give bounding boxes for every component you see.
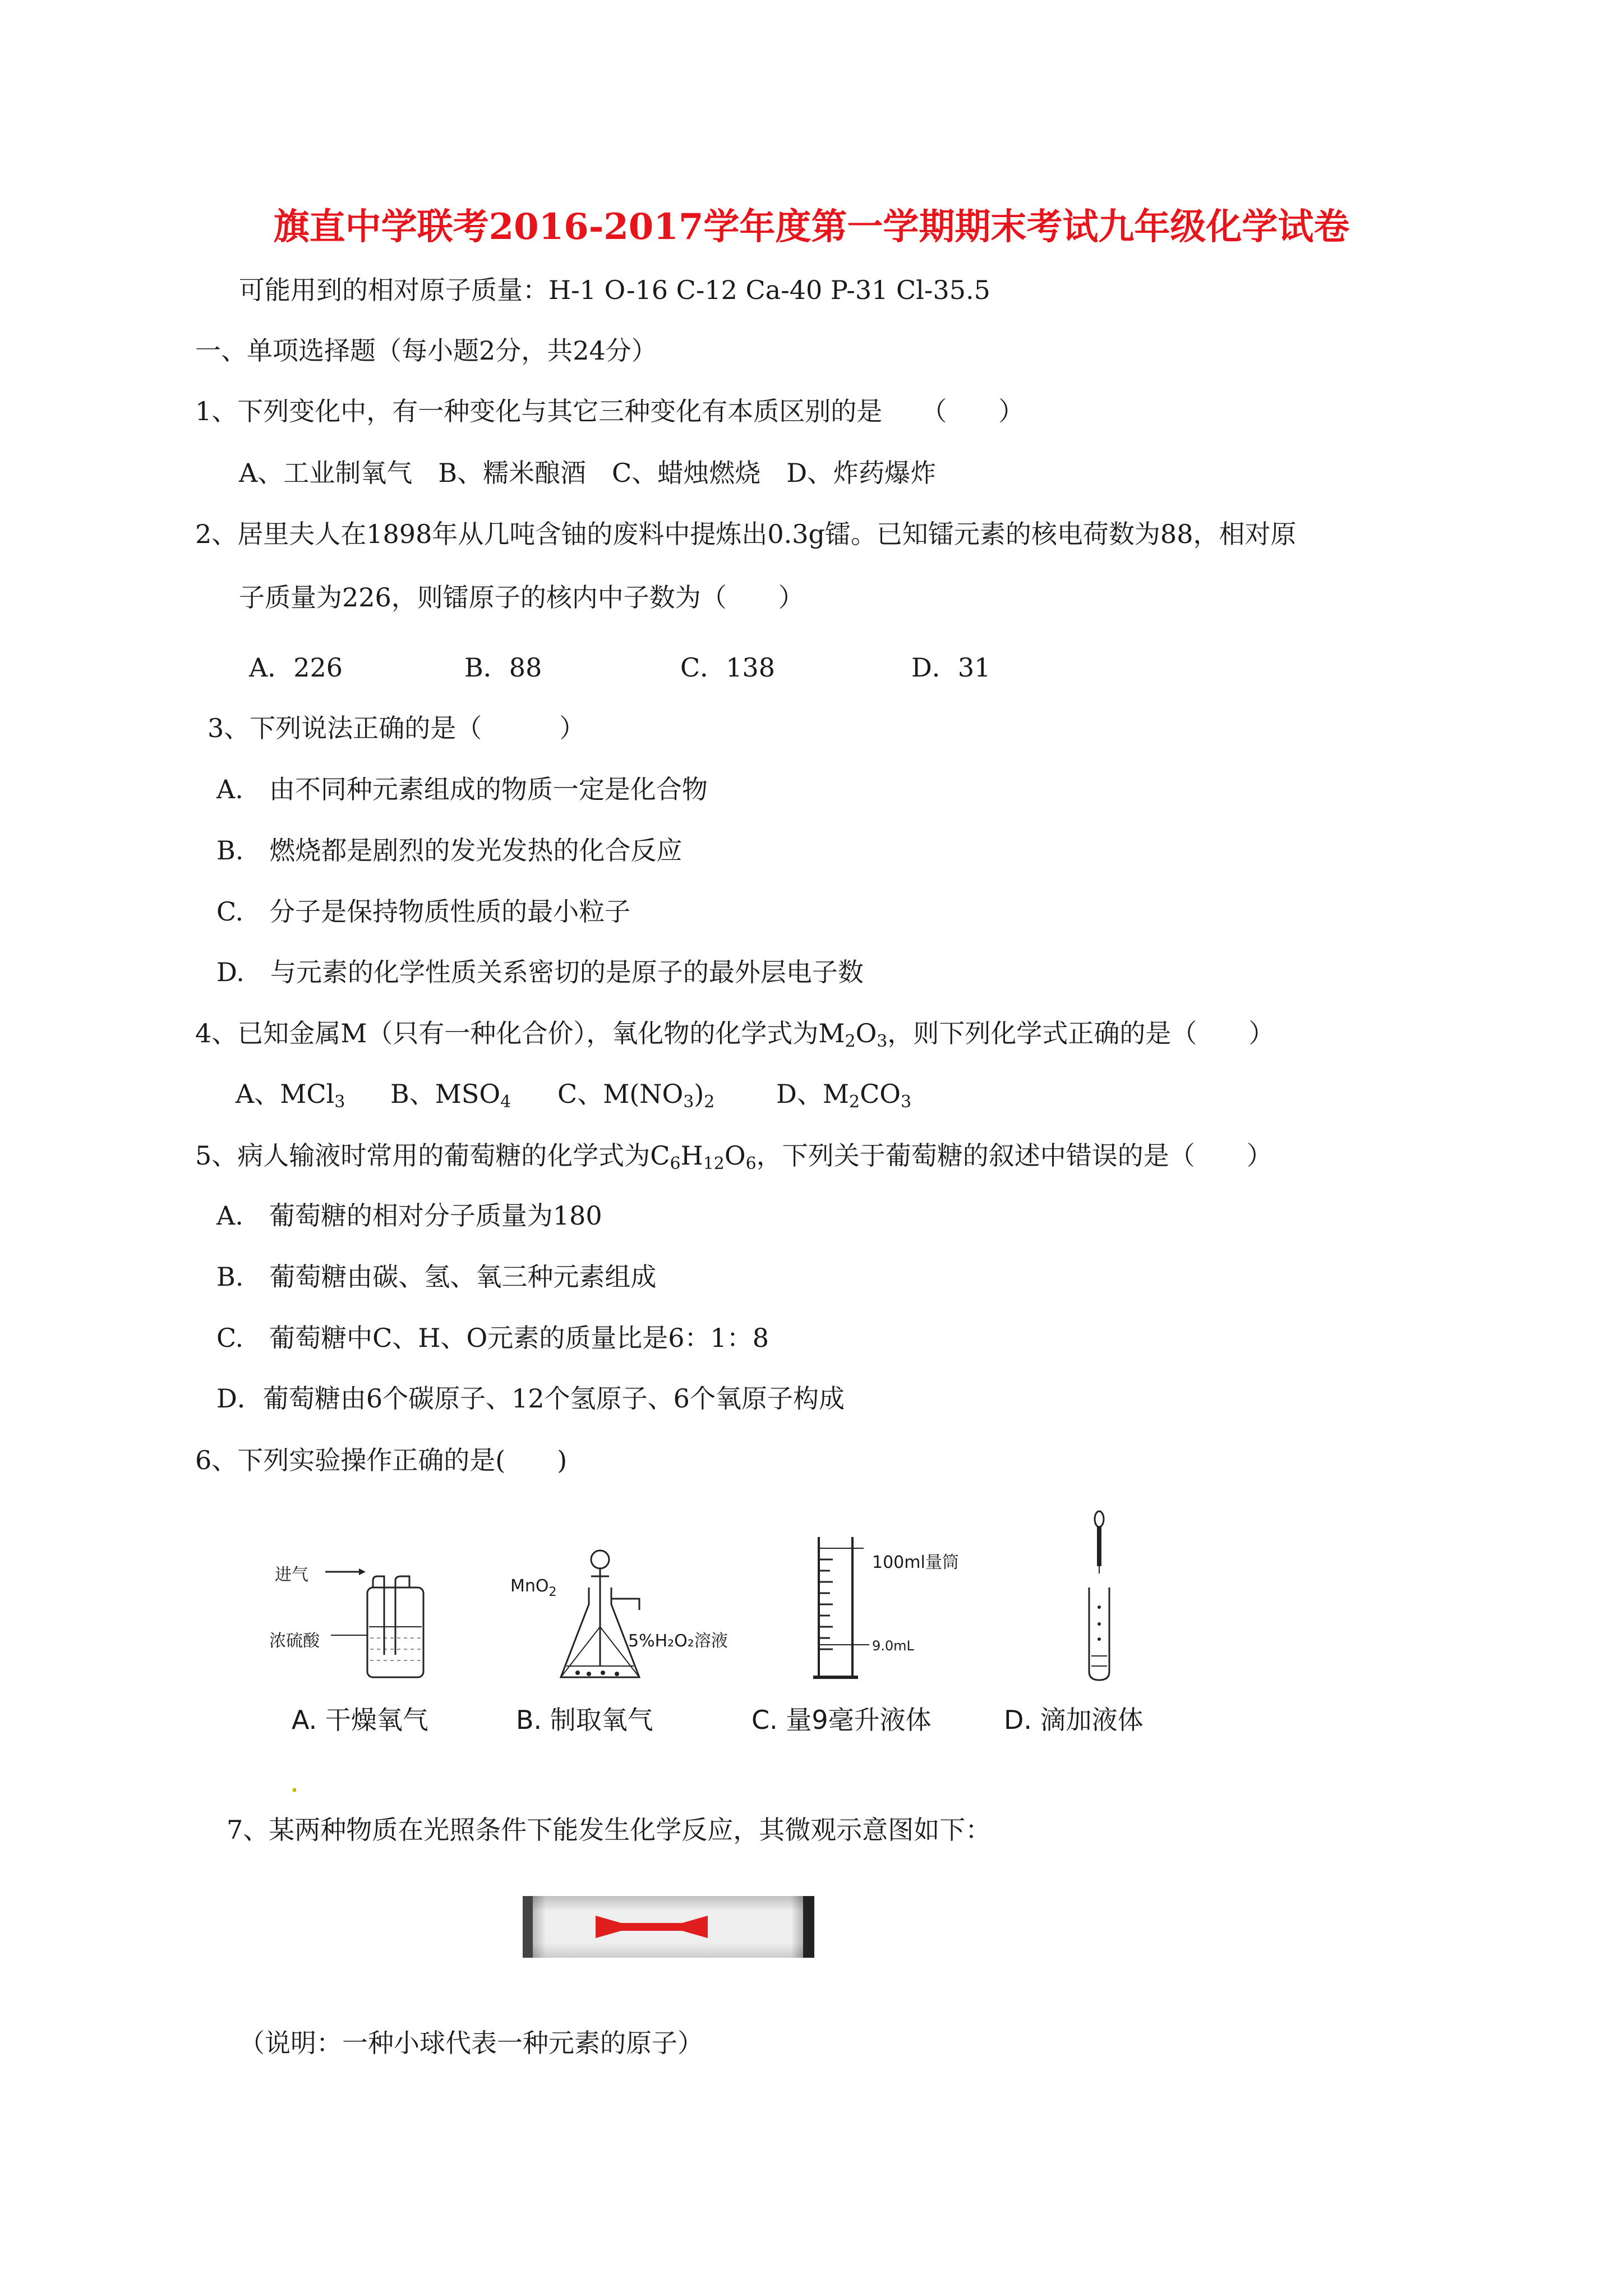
q2-option-a: A．226 [249,652,343,683]
q4-subscript: 3 [901,1092,912,1112]
q5-subscript: 6 [745,1154,757,1174]
figure-measuring-liquid [785,1526,1009,1694]
figure-b-subscript: 2 [548,1585,557,1599]
q5-option-a: A. 葡萄糖的相对分子质量为180 [216,1200,602,1231]
q3-stem: 3、下列说法正确的是（ ） [208,713,585,743]
q4-option-c [557,1077,714,1119]
section-heading: 一、单项选择题（每小题2分，共24分） [195,335,657,366]
q5-subscript: 12 [703,1154,725,1174]
q2-stem-line2: 子质量为226，则镭原子的核内中子数为（ ） [239,582,804,613]
atomic-masses: 可能用到的相对原子质量：H-1 O-16 C-12 Ca-40 P-31 Cl-35.5 [239,275,990,305]
q5-option-d: D．葡萄糖由6个碳原子、12个氢原子、6个氧原子构成 [216,1383,845,1414]
reaction-diagram-icon [523,1896,814,1958]
q6-stem: 6、下列实验操作正确的是( ) [195,1445,568,1475]
q4-option-b [390,1077,511,1119]
q4-subscript: 3 [877,1032,888,1051]
q7-note: （说明：一种小球代表一种元素的原子） [239,2028,703,2058]
stray-dot [293,1788,296,1792]
figure-drying-oxygen [269,1554,437,1700]
q4-option-b-text: B、MSO [390,1079,501,1109]
q4-subscript: 2 [849,1092,860,1112]
figure-a-label-inlet: 进气 [275,1565,308,1585]
q4-stem-text: O [855,1018,877,1048]
figure-b-catalyst-text: MnO [510,1576,549,1596]
figure-a-label-acid: 浓硫酸 [269,1631,320,1651]
q4-subscript: 2 [704,1092,715,1112]
figure-c-caption: C. 量9毫升液体 [751,1705,932,1735]
q4-stem-text: 4、已知金属M（只有一种化合价），氧化物的化学式为M [195,1018,845,1048]
q4-option-c-text: C、M(NO [557,1079,684,1109]
q2-option-b: B．88 [464,652,542,683]
q4-subscript: 4 [500,1092,511,1112]
q2-stem-line1: 2、居里夫人在1898年从几吨含铀的废料中提炼出0.3g镭。已知镭元素的核电荷数为88，相对原 [195,519,1297,549]
reaction-diagram-image [523,1896,814,1958]
exam-title: 旗直中学联考2016-2017学年度第一学期期末考试九年级化学试卷 [273,206,1350,248]
q5-subscript: 6 [670,1154,681,1174]
q5-option-b: B. 葡萄糖由碳、氢、氧三种元素组成 [216,1262,657,1292]
figure-d-caption: D. 滴加液体 [1004,1705,1144,1735]
graduated-cylinder-icon [785,1526,1009,1694]
q4-stem [195,1016,1274,1059]
q4-option-a-text: A、MCl [236,1079,335,1109]
q4-option-a [236,1077,345,1119]
figure-b-label-solution: 5%H₂O₂溶液 [628,1631,728,1651]
figure-c-label-cylinder: 100ml量筒 [872,1553,959,1572]
flask-funnel-icon [510,1543,768,1700]
q3-option-d: D. 与元素的化学性质关系密切的是原子的最外层电子数 [216,957,864,987]
q1-options: A、工业制氧气 B、糯米酿酒 C、蜡烛燃烧 D、炸药爆炸 [239,458,937,488]
q5-stem-text: 5、病人输液时常用的葡萄糖的化学式为C [195,1140,670,1171]
figure-a-caption: A. 干燥氧气 [292,1705,428,1735]
q5-stem-text: H [680,1140,703,1171]
q4-option-c-text: ) [694,1079,704,1109]
q4-option-d-text: D、M [776,1079,849,1109]
q4-subscript: 3 [683,1092,694,1112]
q2-option-d: D．31 [911,652,991,683]
q7-stem: 7、某两种物质在光照条件下能发生化学反应，其微观示意图如下： [227,1815,992,1845]
dropper-test-tube-icon [1066,1509,1133,1688]
figure-c-label-volume: 9.0mL [872,1638,914,1654]
q2-option-c: C．138 [680,652,775,683]
q4-subscript: 3 [334,1092,345,1112]
figure-preparing-oxygen [510,1543,768,1700]
q4-stem-text: ，则下列化学式正确的是（ ） [887,1018,1275,1048]
q1-stem: 1、下列变化中，有一种变化与其它三种变化有本质区别的是 （ ） [195,396,1025,426]
q5-stem [195,1139,1272,1181]
gas-washing-bottle-icon [269,1554,437,1700]
q4-option-d-text: CO [860,1079,901,1109]
figure-b-caption: B. 制取氧气 [516,1705,653,1735]
q5-stem-text: ，下列关于葡萄糖的叙述中错误的是（ ） [756,1140,1272,1171]
q3-option-a: A. 由不同种元素组成的物质一定是化合物 [216,774,708,804]
q4-option-d [776,1077,911,1119]
q5-stem-text: O [724,1140,746,1171]
q5-option-c: C. 葡萄糖中C、H、O元素的质量比是6：1：8 [216,1323,769,1353]
q3-option-b: B. 燃烧都是剧烈的发光发热的化合反应 [216,835,683,866]
q4-subscript: 2 [845,1032,856,1051]
figure-dropping-liquid [1066,1509,1133,1688]
q3-option-c: C. 分子是保持物质性质的最小粒子 [216,896,631,927]
